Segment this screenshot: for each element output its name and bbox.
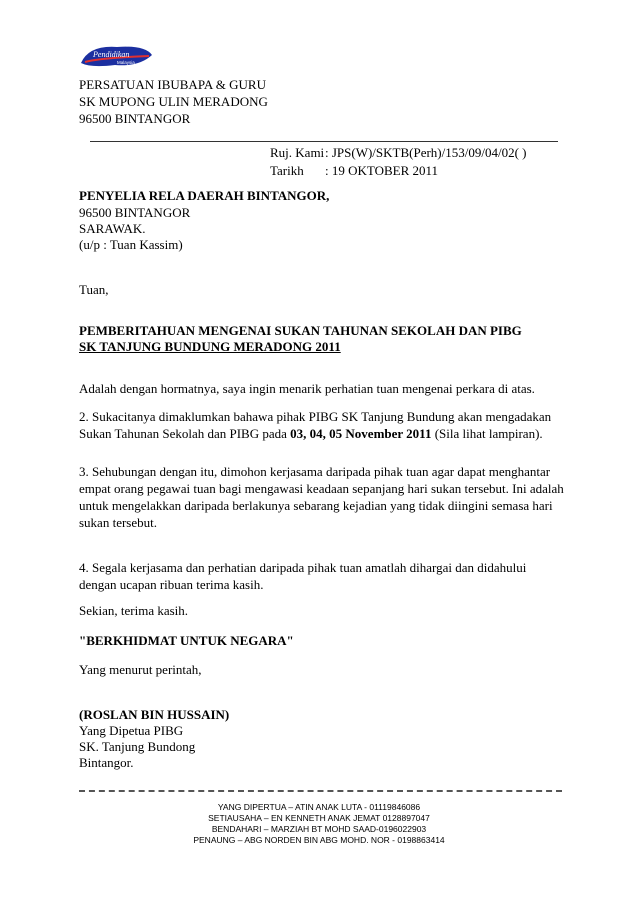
footer-line-2: SETIAUSAHA – EN KENNETH ANAK JEMAT 0128897047 <box>208 813 430 823</box>
signatory-name: (ROSLAN BIN HUSSAIN) <box>79 707 230 722</box>
ministry-logo <box>79 43 154 69</box>
salutation: Tuan, <box>79 282 109 297</box>
recipient-postcode: 96500 BINTANGOR <box>79 205 191 220</box>
logo-subtext: Malaysia <box>117 60 135 65</box>
subject-line2: SK TANJUNG BUNDUNG MERADONG 2011 <box>79 339 341 354</box>
logo-text: Pendidikan <box>93 50 130 59</box>
date-label: Tarikh <box>270 163 304 178</box>
signatory-school: SK. Tanjung Bundong <box>79 739 196 754</box>
ref-label: Ruj. Kami <box>270 145 325 160</box>
recipient-state: SARAWAK. <box>79 221 146 236</box>
paragraph-2-text: 2. Sukacitanya dimaklumkan bahawa pihak PIBG SK Tanjung Bundung akan mengadakan Sukan Tahunan Sekolah dan PIBG pada <box>79 409 552 441</box>
footer-divider <box>79 790 562 795</box>
closing-line: Sekian, terima kasih. <box>79 603 189 618</box>
subject-line1: PEMBERITAHUAN MENGENAI SUKAN TAHUNAN SEKOLAH DAN PIBG <box>79 323 522 338</box>
paragraph-2 <box>79 408 567 442</box>
paragraph-2-end: (Sila lihat lampiran). <box>431 426 543 441</box>
yang-menurut-perintah: Yang menurut perintah, <box>79 662 202 677</box>
event-dates: 03, 04, 05 November 2011 <box>290 426 432 441</box>
signatory-title: Yang Dipetua PIBG <box>79 723 184 738</box>
paragraph-1: Adalah dengan hormatnya, saya ingin menarik perhatian tuan mengenai perkara di atas. <box>79 381 535 396</box>
paragraph-3: 3. Sehubungan dengan itu, dimohon kerjasama daripada pihak tuan agar dapat menghantar empat orang pegawai tuan bagi mengawasi keadaan sepanjang hari sukan tersebut. Ini adalah untuk mengelakkan daripada berlakunya sebarang kejadian yang tidak diingini semasa hari sukan tersebut. <box>79 464 564 530</box>
ref-value: : JPS(W)/SKTB(Perh)/153/09/04/02( ) <box>325 145 527 160</box>
footer-line-3: BENDAHARI – MARZIAH BT MOHD SAAD-0196022903 <box>211 824 427 834</box>
footer-line-4: PENAUNG – ABG NORDEN BIN ABG MOHD. NOR - 0198863414 <box>193 835 445 845</box>
motto: "BERKHIDMAT UNTUK NEGARA" <box>79 633 294 648</box>
paragraph-4: 4. Segala kerjasama dan perhatian daripada pihak tuan amatlah dihargai dan didahului dengan ucapan ribuan terima kasih. <box>79 560 527 592</box>
signatory-town: Bintangor. <box>79 755 134 770</box>
org-name-line1: PERSATUAN IBUBAPA & GURU <box>79 77 266 92</box>
recipient-name: PENYELIA RELA DAERAH BINTANGOR, <box>79 188 330 203</box>
org-name-line2: SK MUPONG ULIN MERADONG <box>79 94 268 109</box>
org-address: 96500 BINTANGOR <box>79 111 191 126</box>
recipient-attention: (u/p : Tuan Kassim) <box>79 237 183 252</box>
header-divider <box>90 141 558 142</box>
date-value: : 19 OKTOBER 2011 <box>325 163 439 178</box>
footer-line-1: YANG DIPERTUA – ATIN ANAK LUTA - 01119846086 <box>217 802 421 812</box>
